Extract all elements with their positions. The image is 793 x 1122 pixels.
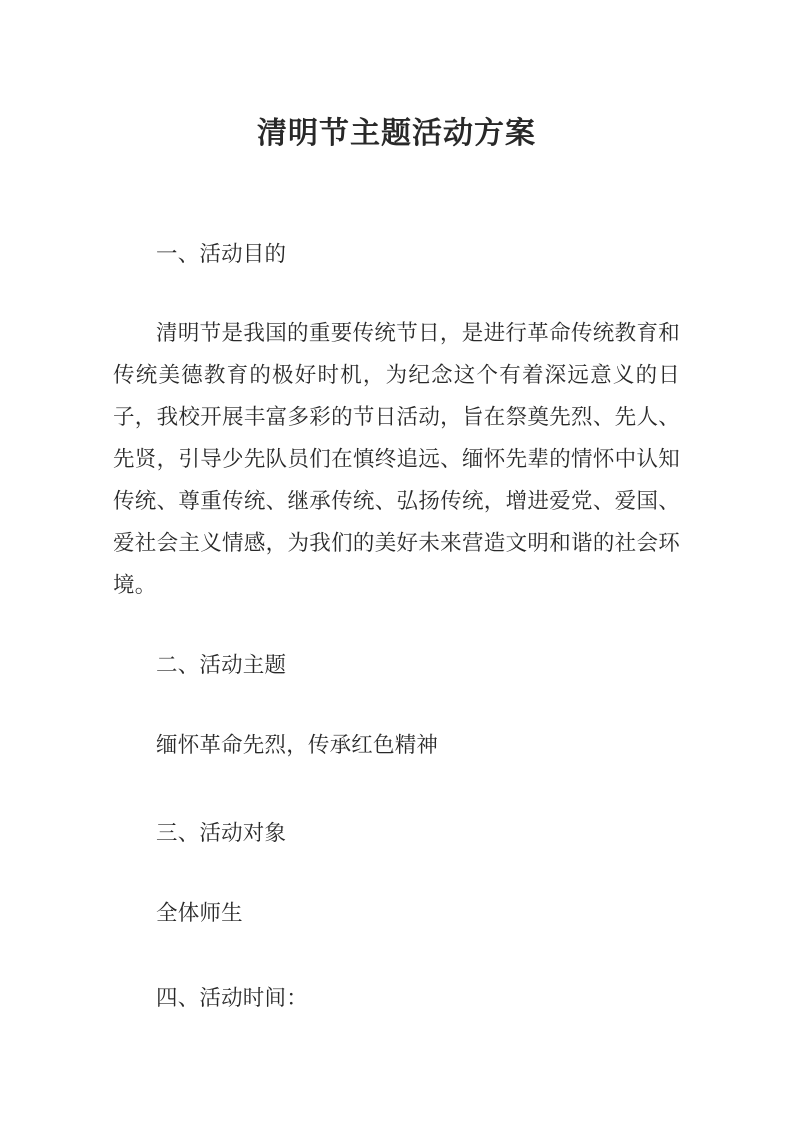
section-heading-activity-purpose: 一、活动目的	[156, 242, 287, 266]
document-title: 清明节主题活动方案	[257, 117, 536, 150]
section-paragraph-activity-target: 全体师生	[156, 901, 243, 925]
section-paragraph-activity-theme: 缅怀革命先烈，传承红色精神	[156, 733, 439, 757]
section-heading-activity-theme: 二、活动主题	[156, 653, 287, 677]
section-paragraph-activity-purpose: 清明节是我国的重要传统节日，是进行革命传统教育和传统美德教育的极好时机，为纪念这个有着深远意义的日子，我校开展丰富多彩的节日活动，旨在祭奠先烈、先人、先贤，引导少先队员们在慎终追远、缅怀先辈的情怀中认知传统、尊重传统、继承传统、弘扬传统，增进爱党、爱国、爱社会主义情感，为我们的美好未来营造文明和谐的社会环境。	[113, 321, 680, 597]
section-heading-activity-time: 四、活动时间：	[156, 986, 308, 1010]
section-heading-activity-target: 三、活动对象	[156, 821, 287, 845]
